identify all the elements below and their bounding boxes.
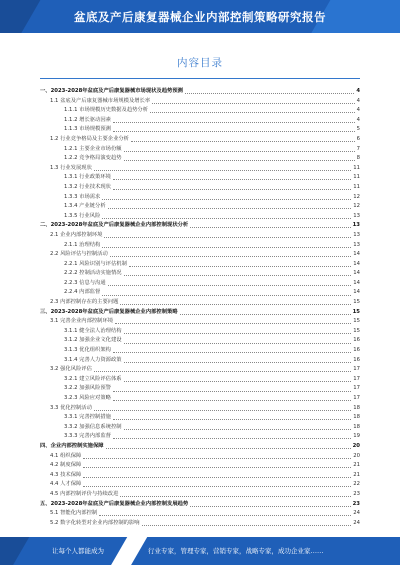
toc-entry[interactable]: [40, 260, 360, 270]
toc-leader-dots: [113, 179, 351, 180]
toc-entry-page: 13: [353, 231, 360, 238]
toc-entry-page: 5: [356, 126, 360, 133]
toc-leader-dots: [102, 295, 351, 296]
toc-entry[interactable]: [40, 288, 360, 298]
toc-entry[interactable]: [40, 173, 360, 183]
toc-entry[interactable]: [40, 193, 360, 203]
toc-entry-page: 14: [353, 251, 360, 258]
toc-entry-page: 13: [353, 212, 360, 219]
toc-entry-title: 5.1 智能化内部控制: [50, 510, 98, 517]
toc-leader-dots: [124, 343, 352, 344]
toc-entry[interactable]: [40, 154, 360, 164]
toc-entry-page: 15: [353, 299, 360, 306]
toc-entry-page: 17: [353, 395, 360, 401]
toc-entry[interactable]: [40, 269, 360, 279]
toc-entry-page: 6: [356, 135, 360, 142]
toc-entry-page: 8: [356, 155, 360, 162]
toc-entry-page: 14: [353, 270, 360, 277]
toc-leader-dots: [124, 160, 355, 161]
toc-entry-page: 7: [356, 145, 360, 152]
toc-leader-dots: [102, 218, 351, 219]
toc-entry-title: 4.3 技术保障: [50, 471, 82, 478]
toc-entry[interactable]: [40, 365, 360, 375]
toc-entry-page: 20: [352, 442, 360, 449]
toc-entry[interactable]: [40, 308, 360, 318]
toc-entry-page: 12: [353, 203, 360, 210]
toc-entry-title: 1.1 盆底及产后康复器械市场规模及增长率: [50, 97, 151, 104]
toc-entry[interactable]: [40, 356, 360, 366]
toc-entry-title: 二、2023-2028年盆底及产后康复器械企业内部控制现状分析: [40, 222, 189, 229]
toc-leader-dots: [190, 227, 350, 228]
toc-entry-page: 14: [353, 279, 360, 286]
toc-entry[interactable]: [40, 500, 360, 510]
toc-entry[interactable]: [40, 432, 360, 442]
toc-entry-title: 1.2.2 竞争格局演变趋势: [64, 155, 122, 162]
toc-entry-title: 3.2.1 建立风险评估体系: [64, 375, 122, 382]
toc-entry-title: 1.1.3 市场规模预测: [64, 126, 111, 133]
toc-entry-page: 16: [353, 356, 360, 363]
toc-leader-dots: [150, 112, 355, 113]
toc-divider: [40, 78, 360, 79]
toc-entry[interactable]: [40, 442, 360, 452]
toc-leader-dots: [113, 400, 351, 401]
toc-entry-page: 16: [353, 347, 360, 354]
toc-entry-title: 3.2.3 风险应对策略: [64, 395, 111, 401]
toc-entry[interactable]: [40, 212, 360, 222]
report-title: 盆底及产后康复器械企业内部控制策略研究报告: [74, 10, 326, 24]
toc-leader-dots: [108, 285, 352, 286]
toc-entry-page: 17: [353, 366, 360, 373]
toc-entry[interactable]: [40, 183, 360, 193]
toc-leader-dots: [124, 362, 352, 363]
toc-entry-page: 18: [353, 414, 360, 421]
toc-entry-page: 18: [353, 404, 360, 411]
toc-leader-dots: [102, 199, 351, 200]
toc-leader-dots: [113, 438, 351, 439]
toc-entry-title: 3.3.3 完善内部监督: [64, 433, 111, 440]
toc-leader-dots: [124, 381, 352, 382]
toc-entry-page: 4: [356, 88, 360, 94]
toc-entry-page: 15: [353, 327, 360, 334]
toc-entry-page: 14: [353, 289, 360, 296]
toc-entry-page: 4: [356, 107, 360, 114]
toc-entry[interactable]: [40, 384, 360, 394]
toc-leader-dots: [99, 515, 351, 516]
toc-leader-dots: [180, 314, 351, 315]
toc-leader-dots: [94, 170, 351, 171]
toc-entry-page: 22: [353, 481, 360, 488]
toc-leader-dots: [124, 333, 352, 334]
toc-entry-page: 4: [356, 116, 360, 123]
toc-entry[interactable]: [40, 519, 360, 529]
toc-leader-dots: [83, 477, 351, 478]
toc-leader-dots: [94, 371, 351, 372]
toc-entry[interactable]: [40, 490, 360, 500]
toc-leader-dots: [110, 256, 351, 257]
toc-entry-page: 14: [353, 260, 360, 267]
toc-entry[interactable]: [40, 346, 360, 356]
toc-entry-page: 12: [353, 193, 360, 200]
toc-leader-dots: [83, 486, 351, 487]
toc-entry-page: 20: [353, 452, 360, 459]
toc-entry[interactable]: [40, 87, 360, 97]
toc-entry-title: 2.2.3 信息与沟通: [64, 279, 106, 286]
toc-entry-page: 4: [356, 97, 360, 104]
toc-entry[interactable]: [40, 145, 360, 155]
toc-entry-title: 3.3 优化控制活动: [50, 404, 92, 411]
toc-entry-page: 13: [352, 222, 360, 229]
toc-leader-dots: [104, 237, 351, 238]
toc-entry-title: 3.1.3 优化组织架构: [64, 347, 111, 354]
toc-entry-title: 1.2 行业竞争格局及主要企业分析: [50, 135, 129, 142]
toc-leader-dots: [106, 448, 351, 449]
toc-leader-dots: [83, 458, 351, 459]
toc-entry-title: 4.1 组织保障: [50, 452, 82, 459]
footer-decoration-left: [0, 537, 32, 565]
toc-entry[interactable]: [40, 471, 360, 481]
toc-leader-dots: [102, 247, 351, 248]
toc-entry[interactable]: [40, 452, 360, 462]
toc-entry[interactable]: [40, 327, 360, 337]
toc-entry-title: 1.3.4 产业链分析: [64, 203, 106, 210]
toc-entry[interactable]: [40, 404, 360, 414]
toc-entry-title: 2.1 企业内部控制环境: [50, 231, 103, 238]
toc-entry-title: 4.4 人才保障: [50, 481, 82, 488]
toc-entry-title: 1.3 行业发展现状: [50, 164, 92, 171]
toc-entry-title: 2.2 风险评估与控制活动: [50, 251, 108, 258]
toc-entry-page: 11: [353, 174, 360, 181]
toc-leader-dots: [120, 496, 351, 497]
toc-entry-title: 3.2.2 加强风险预警: [64, 385, 111, 392]
toc-leader-dots: [124, 275, 352, 276]
toc-entry-title: 1.3.1 行业政策环境: [64, 174, 111, 181]
toc-leader-dots: [190, 506, 350, 507]
toc-entry-title: 1.3.2 行业技术现状: [64, 183, 111, 190]
toc-entry-title: 2.2.2 控制活动实施情况: [64, 270, 122, 277]
toc-entry[interactable]: [40, 231, 360, 241]
toc-leader-dots: [152, 103, 354, 104]
footer-decoration-divider: [106, 537, 149, 565]
toc-entry-title: 五、2023-2028年盆底及产后康复器械企业内部控制发展趋势: [40, 500, 189, 507]
toc-entry-page: 23: [352, 500, 360, 507]
toc-entry-title: 5.2 数字化转型对企业内部控制的影响: [50, 519, 140, 526]
toc-entry-page: 11: [353, 164, 360, 171]
toc-leader-dots: [113, 419, 351, 420]
toc-entry[interactable]: [40, 241, 360, 251]
toc-entry[interactable]: [40, 164, 360, 174]
toc-entry[interactable]: [40, 394, 360, 404]
toc-entry[interactable]: [40, 336, 360, 346]
toc-leader-dots: [185, 93, 354, 94]
toc-entry-title: 1.1.2 增长驱动因素: [64, 116, 111, 123]
toc-entry-title: 3.3.2 加强信息系统控制: [64, 423, 122, 430]
toc-entry-title: 3.1.4 完善人力资源政策: [64, 356, 122, 363]
footer-tagline: 行业专家，管理专家，营销专家，战略专家，成功企业家……: [148, 547, 324, 555]
toc-entry-title: 2.1.1 治理结构: [64, 241, 101, 248]
toc-entry[interactable]: [40, 106, 360, 116]
toc-leader-dots: [83, 467, 351, 468]
toc-leader-dots: [113, 122, 355, 123]
toc-entry-page: 24: [353, 519, 360, 526]
toc-leader-dots: [142, 525, 352, 526]
toc-entry-title: 2.3 内部控制存在的主要问题: [50, 299, 119, 306]
toc-entry-title: 1.2.1 主要企业市场份额: [64, 145, 122, 152]
toc-entry-title: 3.1.1 健全法人治理结构: [64, 327, 122, 334]
toc-entry-page: 11: [353, 183, 360, 190]
toc-heading: 内容目录: [177, 57, 223, 69]
toc-entry-page: 17: [353, 375, 360, 382]
footer-banner: [0, 537, 400, 565]
toc-leader-dots: [124, 151, 355, 152]
toc-leader-dots: [131, 141, 355, 142]
toc-entry-page: 15: [353, 318, 360, 325]
toc-entry-title: 一、2023-2028年盆底及产后康复器械市场现状及趋势预测: [40, 88, 183, 94]
toc-entry[interactable]: [40, 298, 360, 308]
toc-leader-dots: [124, 429, 352, 430]
toc-leader-dots: [113, 131, 355, 132]
toc-entry[interactable]: [40, 221, 360, 231]
toc-entry-page: 16: [353, 337, 360, 344]
toc-leader-dots: [129, 266, 351, 267]
toc-entry[interactable]: [40, 116, 360, 126]
toc-entry-page: 23: [353, 490, 360, 497]
toc-entry[interactable]: [40, 461, 360, 471]
toc-leader-dots: [113, 352, 351, 353]
toc-entry-title: 1.3.3 市场需求: [64, 193, 101, 200]
toc-entry[interactable]: [40, 125, 360, 135]
toc-entry-title: 3.2 强化风险评估: [50, 366, 92, 373]
toc-leader-dots: [94, 410, 351, 411]
toc-entry[interactable]: [40, 317, 360, 327]
toc-leader-dots: [113, 189, 351, 190]
toc-entry-title: 4.5 内部控制评价与持续改进: [50, 490, 119, 497]
toc-entry-page: 17: [353, 385, 360, 392]
toc-entry-page: 21: [353, 462, 360, 469]
toc-entry-title: 1.1.1 市场规模历史数据及趋势分析: [64, 107, 149, 114]
toc-entry-title: 3.3.1 完善控制措施: [64, 414, 111, 421]
toc-entry-page: 21: [353, 471, 360, 478]
toc-entry-page: 19: [353, 433, 360, 440]
toc-entry[interactable]: [40, 480, 360, 490]
toc-entry-page: 15: [352, 308, 360, 315]
toc-leader-dots: [108, 208, 352, 209]
footer-slogan: 让每个人都能成为: [52, 547, 104, 555]
toc-entry[interactable]: [40, 97, 360, 107]
toc-entry-title: 三、2023-2028年盆底及产后康复器械企业内部控制策略: [40, 308, 178, 315]
table-of-contents: [40, 87, 360, 528]
toc-entry[interactable]: [40, 202, 360, 212]
toc-entry[interactable]: [40, 375, 360, 385]
toc-entry-page: 24: [353, 510, 360, 517]
toc-entry-title: 2.2.1 风险识别与评估机制: [64, 260, 127, 267]
toc-entry[interactable]: [40, 250, 360, 260]
toc-entry-title: 2.2.4 内部监督: [64, 289, 101, 296]
toc-entry[interactable]: [40, 423, 360, 433]
toc-entry-page: 13: [353, 241, 360, 248]
toc-entry-title: 四、企业内部控制实施保障: [40, 442, 104, 449]
toc-entry-title: 4.2 制度保障: [50, 462, 82, 469]
toc-entry[interactable]: [40, 279, 360, 289]
toc-entry-title: 1.3.5 行业风险: [64, 212, 101, 219]
toc-entry[interactable]: [40, 413, 360, 423]
toc-entry[interactable]: [40, 509, 360, 519]
toc-leader-dots: [115, 323, 351, 324]
header-banner: [0, 0, 400, 33]
toc-leader-dots: [113, 391, 351, 392]
toc-entry[interactable]: [40, 135, 360, 145]
toc-entry-title: 3.1.2 加强企业文化建设: [64, 337, 122, 344]
toc-leader-dots: [120, 304, 351, 305]
toc-entry-title: 3.1 完善企业内部控制环境: [50, 318, 114, 325]
toc-entry-page: 18: [353, 423, 360, 430]
